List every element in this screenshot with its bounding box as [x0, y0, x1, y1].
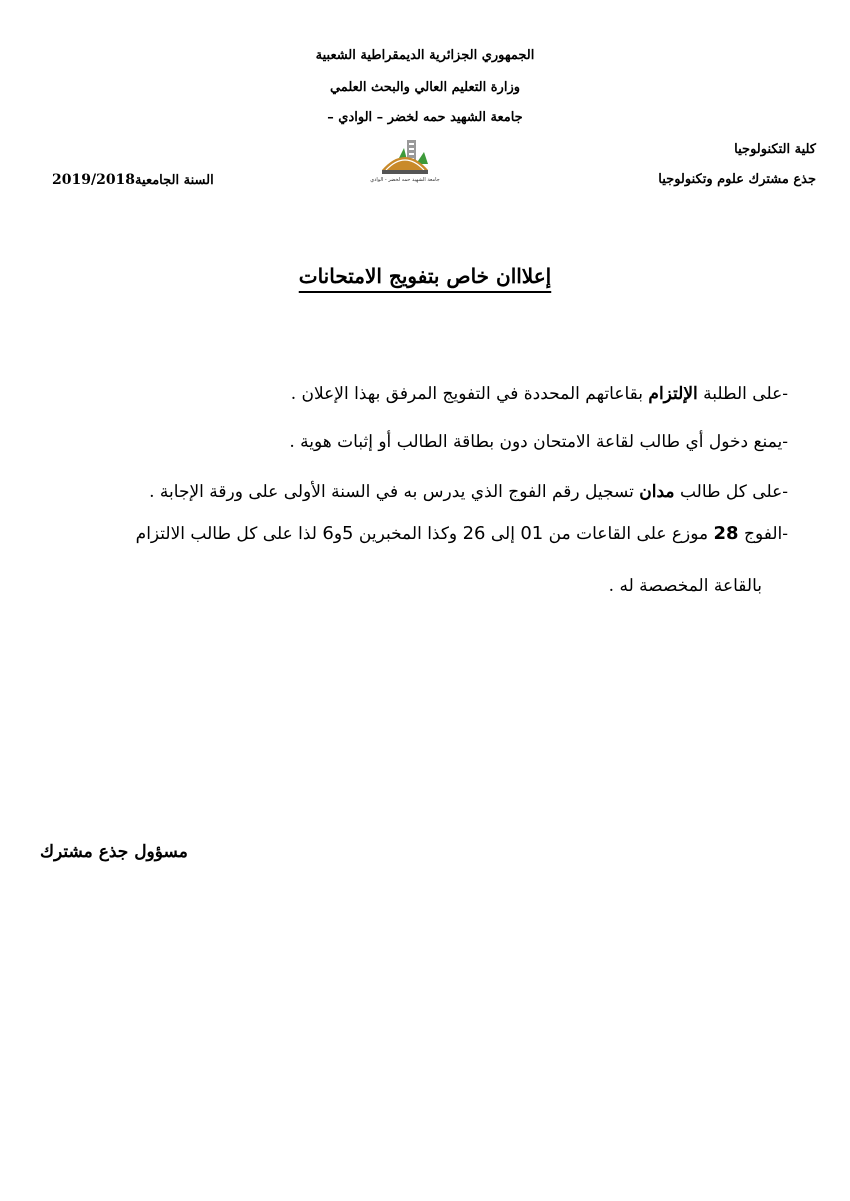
header-university: جامعة الشهيد حمه لخضر – الوادي –	[327, 110, 523, 125]
announcement-title	[0, 264, 850, 288]
p4-part1: -الفوج	[738, 524, 788, 544]
p3-text-before: -على كل طالب	[674, 482, 788, 502]
body-paragraph-group-distribution	[58, 524, 788, 544]
body-paragraph-id-required: -يمنع دخول أي طالب لقاعة الامتحان دون بطاقة الطالب أو إثبات هوية .	[289, 432, 788, 452]
header-republic: الجمهوري الجزائرية الديمقراطية الشعبية	[315, 48, 535, 63]
p4-group-number: 28	[713, 523, 739, 544]
p4-part5: و	[333, 524, 343, 544]
university-logo-icon	[370, 138, 440, 186]
p3-text-after: تسجيل رقم الفوج الذي يدرس به في السنة الأولى على ورقة الإجابة .	[149, 482, 640, 502]
signature: مسؤول جذع مشترك	[40, 842, 188, 862]
p4-part2: موزع على القاعات من	[543, 524, 714, 544]
p4-room-from: 01	[520, 523, 544, 544]
academic-year-value: 2019/2018	[52, 172, 136, 188]
p1-emphasis: الإلتزام	[648, 384, 698, 404]
p3-emphasis: مدان	[639, 482, 675, 502]
academic-year-label: السنة الجامعية	[135, 173, 214, 188]
p1-text-after: بقاعاتهم المحددة في التفويج المرفق بهذا الإعلان .	[290, 384, 649, 404]
p4-part4: وكذا المخبرين	[353, 524, 463, 544]
p1-text-before: -على الطلبة	[697, 384, 788, 404]
p4-lab2: 6	[322, 523, 334, 544]
body-paragraph-group-distribution-continued: بالقاعة المخصصة له .	[608, 576, 762, 596]
p4-room-to: 26	[462, 523, 486, 544]
academic-year	[52, 172, 214, 188]
body-paragraph-commitment	[58, 384, 788, 404]
announcement-title-text: إعلااان خاص بتفويج الامتحانات	[298, 264, 552, 288]
p4-part6: لذا على كل طالب الالتزام	[135, 524, 323, 544]
header-ministry: وزارة التعليم العالي والبحث العلمي	[329, 80, 521, 95]
common-core-name: جذع مشترك علوم وتكنولوجيا	[658, 172, 816, 187]
faculty-name: كلية التكنولوجيا	[734, 142, 816, 157]
logo-caption: جامعة الشهيد حمه لخضر - الوادي	[370, 177, 440, 183]
body-paragraph-repeater	[58, 482, 788, 502]
p4-lab1: 5	[342, 523, 354, 544]
p4-part3: إلى	[485, 524, 521, 544]
